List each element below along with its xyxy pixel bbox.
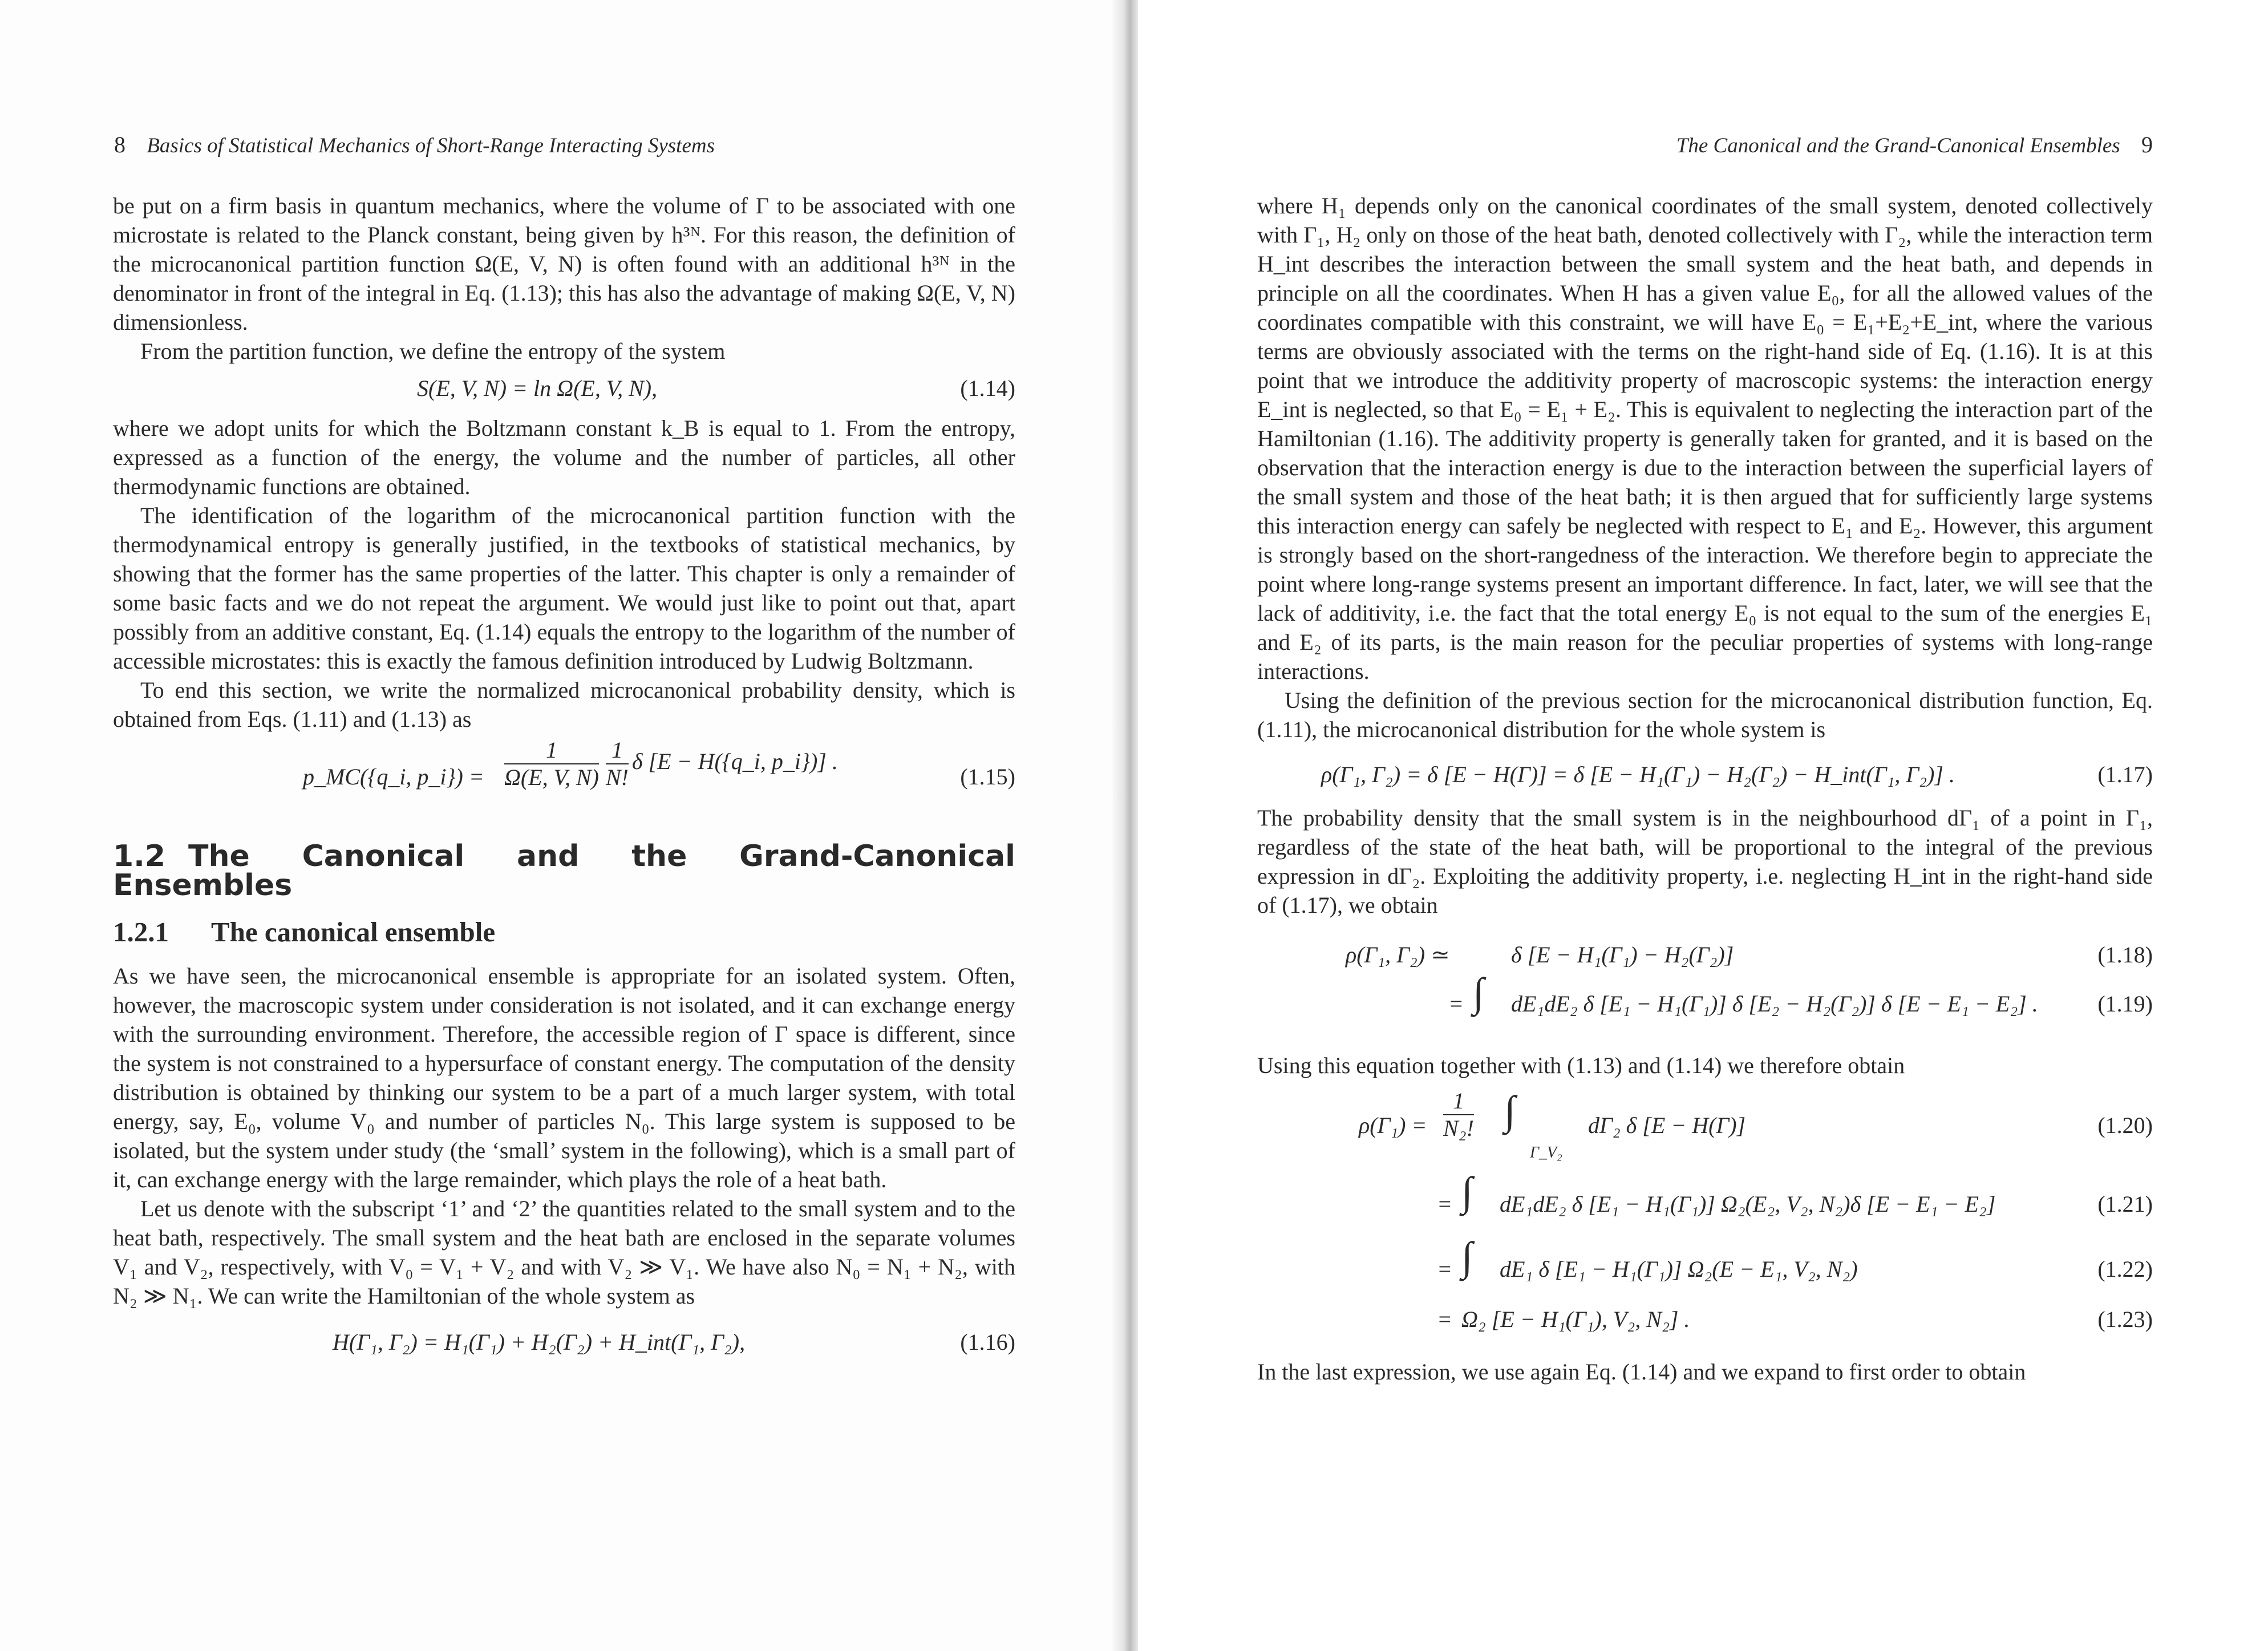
equation-1-20-fraction: $\frac{1}{\text{N₂!}}$ [1443, 1088, 1474, 1141]
equation-1-15 [113, 734, 1015, 819]
equation-1-17-expr: ρ(Γ₁, Γ₂) = δ [E − H(Γ)] = δ [E − H₁(Γ₁) − H₂(Γ₂) − H_int(Γ₁, Γ₂)] . [1321, 762, 1955, 787]
equation-1-15-lhs: p_MC({q_i, p_i}) = [303, 764, 484, 790]
subsection-title: The canonical ensemble [211, 916, 496, 948]
right-body [1257, 191, 2153, 1386]
left-paragraph-3: where we adopt units for which the Boltzmann constant k_B is equal to 1. From the entropy, expressed as a function of the energy, the volume and the number of particles, all other thermodynamic functions are obtained. [113, 415, 1015, 499]
right-running-header [1676, 131, 2153, 158]
equation-1-15-rest: δ [E − H({q_i, p_i})] . [631, 748, 838, 775]
equation-1-15-tag: (1.15) [960, 764, 1015, 790]
equation-1-23-tag: (1.23) [2097, 1306, 2153, 1332]
left-paragraph-2: From the partition function, we define the entropy of the system [140, 338, 726, 364]
integral-symbol: ∫ [1473, 969, 1484, 1015]
equation-1-14-expr: S(E, V, N) = ln Ω(E, V, N), [417, 375, 658, 401]
equation-1-18 [1257, 928, 2153, 976]
left-page-number: 8 [114, 132, 125, 157]
left-body [113, 191, 1015, 1367]
equation-1-21 [1257, 1168, 2153, 1237]
equation-1-17 [1257, 744, 2153, 803]
equation-1-19 [1257, 969, 2153, 1038]
integral-symbol: ∫ [1504, 1087, 1516, 1134]
equation-1-22-lhs: = [1437, 1256, 1452, 1282]
right-running-title: The Canonical and the Grand-Canonical Ensembles [1676, 134, 2120, 157]
equation-1-20 [1257, 1088, 2153, 1172]
equation-1-15-fraction-2: $\frac{1}{N!}$ [605, 737, 629, 790]
equation-1-18-lhs: ρ(Γ₁, Γ₂) ≃ [1346, 942, 1450, 968]
equation-1-20-lhs: ρ(Γ₁) = [1359, 1112, 1427, 1138]
equation-1-22 [1257, 1233, 2153, 1299]
integral-symbol: ∫ [1461, 1168, 1473, 1215]
left-running-header [114, 131, 715, 158]
equation-1-23 [1257, 1299, 2153, 1350]
right-page [1138, 0, 2268, 1651]
left-running-title: Basics of Statistical Mechanics of Short-Range Interacting Systems [147, 134, 715, 157]
equation-1-16-expr: H(Γ₁, Γ₂) = H₁(Γ₁) + H₂(Γ₂) + H_int(Γ₁, Γ₂), [333, 1329, 746, 1355]
equation-1-15-fraction-1: $\frac{1}{\Omega(E, V, N)}$ [504, 737, 599, 790]
left-paragraph-7: Let us denote with the subscript ‘1’ and ‘2’ the quantities related to the small system and to the heat bath, respectively. The small system and the heat bath are enclosed in the separate volumes V₁ and V₂, respectively, with V₀ = V₁ + V₂ and with V₂ ≫ V₁. We have also N₀ = N₁ + N₂, with N₂ ≫ N₁. We can write the Hamiltonian of the whole system as [113, 1196, 1015, 1309]
right-paragraph-3: The probability density that the small system is in the neighbourhood dΓ₁ of a point in Γ₁, regardless of the state of the heat bath, will be proportional to the integral of the previous expression in dΓ₂. Exploiting the additivity property, i.e. neglecting H_int in the right-hand side of (1.17), we obtain [1257, 805, 2153, 918]
equation-1-17-tag: (1.17) [2097, 762, 2153, 787]
right-paragraph-2: Using the definition of the previous section for the microcanonical distribution function, Eq. (1.11), the microcanonical distribution for the whole system is [1257, 687, 2153, 742]
equation-1-14-tag: (1.14) [960, 375, 1015, 401]
equation-1-16 [113, 1310, 1015, 1367]
equation-1-14 [113, 366, 1015, 414]
equation-1-23-lhs: = [1437, 1306, 1452, 1332]
left-paragraph-6: As we have seen, the microcanonical ensemble is appropriate for an isolated system. Often, however, the macroscopic system under consideration is not isolated, and it can exchange energy with the surrounding environment. Therefore, the accessible region of Γ space is different, since the system is not constrained to a hypersurface of constant energy. The computation of the density distribution is obtained by thinking our system to be a part of a much larger system, with total energy, say, E₀, volume V₀ and number of particles N₀. This large system is supposed to be isolated, but the system under study (the ‘small’ system in the following), which is a small part of it, can exchange energy with the large remainder, which plays the role of a heat bath. [113, 963, 1015, 1192]
equation-1-20-rhs: dΓ₂ δ [E − H(Γ)] [1588, 1112, 1746, 1138]
equation-1-19-tag: (1.19) [2097, 991, 2153, 1017]
equation-1-21-rhs: dE₁dE₂ δ [E₁ − H₁(Γ₁)] Ω₂(E₂, V₂, N₂)δ [E − E₁ − E₂] [1500, 1191, 1996, 1217]
right-paragraph-4: Using this equation together with (1.13) and (1.14) we therefore obtain [1257, 1053, 1905, 1078]
equation-1-19-lhs: = [1448, 991, 1464, 1017]
integral-symbol: ∫ [1461, 1233, 1473, 1280]
right-page-number: 9 [2141, 132, 2153, 157]
equation-1-18-tag: (1.18) [2097, 942, 2153, 968]
subsection-number: 1.2.1 [113, 916, 169, 948]
equation-1-16-tag: (1.16) [960, 1329, 1015, 1355]
section-heading [113, 839, 1015, 903]
equation-1-21-tag: (1.21) [2097, 1191, 2153, 1217]
right-paragraph-1: where H₁ depends only on the canonical coordinates of the small system, denoted collectively with Γ₁, H₂ only on those of the heat bath, denoted collectively with Γ₂, while the interaction term H_int describes the interaction between the small system and the heat bath, and depends in principle on all the coordinates. When H has a given value E₀, for all the allowed values of the coordinates compatible with this constraint, we will have E₀ = E₁+E₂+E_int, where the various terms are obviously associated with the terms on the right-hand side of Eq. (1.16). It is at this point that we introduce the additivity property of macroscopic systems: the interaction energy E_int is neglected, so that E₀ = E₁ + E₂. This is equivalent to neglecting the interaction part of the Hamiltonian (1.16). The additivity property is generally taken for granted, and it is based on the observation that the interaction energy is due to the interaction between the superficial layers of the small system and those of the heat bath; it is then argued that for sufficiently large systems this interaction energy can safely be neglected with respect to E₁ and E₂. However, this argument is strongly based on the short-rangedness of the interaction. We therefore begin to appreciate the point where long-range systems present an important difference. In fact, later, we will see that the lack of additivity, i.e. the fact that the total energy E₀ is not equal to the sum of the energies E₁ and E₂ of its parts, is the main reason for the peculiar properties of systems with long-range interactions. [1257, 193, 2153, 684]
section-title: The Canonical and the Grand-Canonical Ensembles [113, 839, 1015, 903]
left-paragraph-4: The identification of the logarithm of the microcanonical partition function with the thermodynamical entropy is generally justified, in the textbooks of statistical mechanics, by showing that the former has the same properties of the latter. This chapter is only a remainder of some basic facts and we do not repeat the argument. We would just like to point out that, apart possibly from an additive constant, Eq. (1.14) equals the entropy to the logarithm of the number of accessible microstates: this is exactly the famous definition introduced by Ludwig Boltzmann. [113, 503, 1015, 674]
right-paragraph-5: In the last expression, we use again Eq. (1.14) and we expand to first order to obtain [1257, 1359, 2026, 1385]
equation-1-22-tag: (1.22) [2097, 1256, 2153, 1282]
left-page [0, 0, 1127, 1651]
subsection-heading [113, 917, 1015, 946]
equation-1-19-rhs: dE₁dE₂ δ [E₁ − H₁(Γ₁)] δ [E₂ − H₂(Γ₂)] δ [E − E₁ − E₂] . [1511, 991, 2038, 1017]
equation-1-22-rhs: dE₁ δ [E₁ − H₁(Γ₁)] Ω₂(E − E₁, V₂, N₂) [1500, 1256, 1858, 1282]
left-paragraph-5: To end this section, we write the normalized microcanonical probability density, which is obtained from Eqs. (1.11) and (1.13) as [113, 677, 1015, 732]
equation-1-20-tag: (1.20) [2097, 1112, 2153, 1138]
equation-1-18-rhs: δ [E − H₁(Γ₁) − H₂(Γ₂)] [1511, 942, 1734, 968]
left-paragraph-1: be put on a firm basis in quantum mechanics, where the volume of Γ to be associated with one microstate is related to the Planck constant, being given by h³ᴺ. For this reason, the definition of the microcanonical partition function Ω(E, V, N) is often found with an additional h³ᴺ in the denominator in front of the integral in Eq. (1.13); this has also the advantage of making Ω(E, V, N) dimensionless. [113, 193, 1015, 335]
equation-1-23-rhs: Ω₂ [E − H₁(Γ₁), V₂, N₂] . [1461, 1306, 1690, 1332]
equation-1-20-subscript: Γ_V₂ [1530, 1144, 1562, 1162]
section-number: 1.2 [113, 839, 166, 873]
equation-1-21-lhs: = [1437, 1191, 1452, 1217]
equation-1-15-body [501, 737, 838, 791]
